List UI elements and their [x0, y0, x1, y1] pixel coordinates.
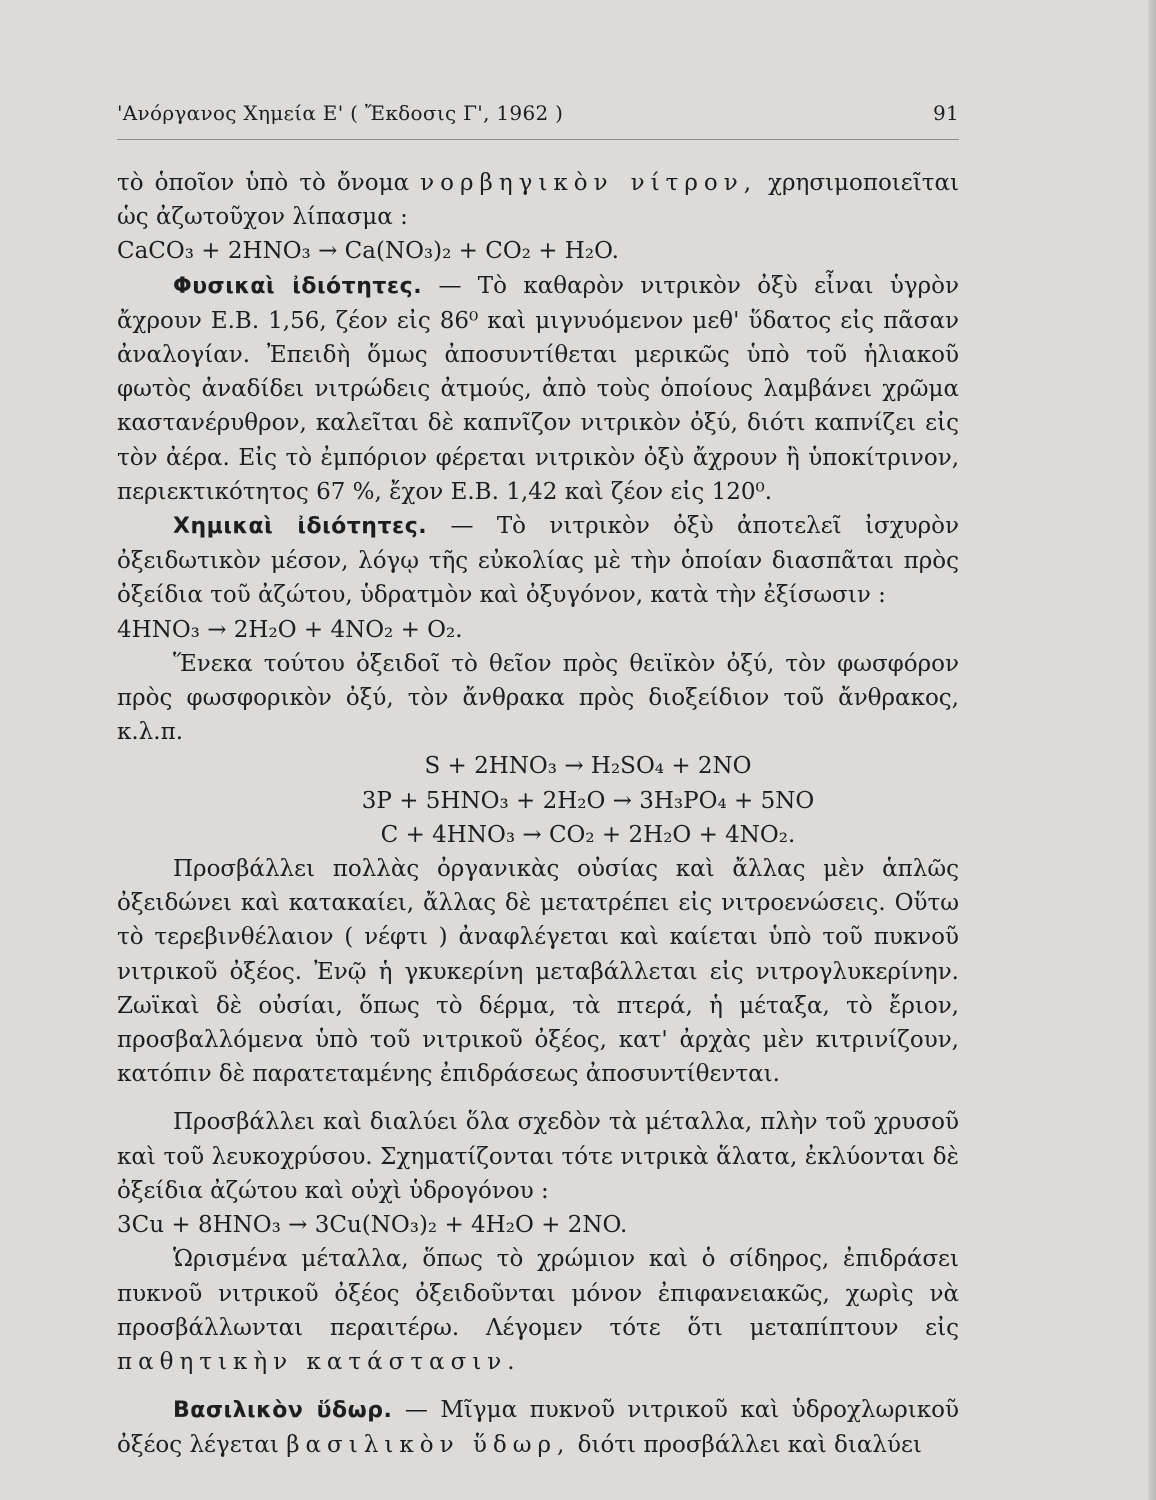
paragraph-passivation	[117, 1242, 959, 1379]
text-segment: Ὡρισμένα μέταλλα, ὅπως τὸ χρώμιον καὶ ὁ σίδηρος, ἐπιδράσει πυκνοῦ νιτρικοῦ ὀξέος ὀξειδοῦνται μόνον ἐπιφανειακῶς, χωρὶς νὰ προσβάλλωνται περαιτέρω. Λέγομεν τότε ὅτι μεταπίπτουν εἰς	[117, 1246, 959, 1341]
equation-3: S + 2HNO₃ → H₂SO₄ + 2NO	[424, 753, 752, 780]
equation-group	[117, 749, 959, 852]
paragraph-organic: Προσβάλλει πολλὰς ὀργανικὰς οὐσίας καὶ ἄλλας μὲν ἁπλῶς ὀξειδώνει καὶ κατακαίει, ἄλλας δὲ μετατρέπει εἰς νιτροενώσεις. Οὕτω τὸ τερεβινθέλαιον ( νέφτι ) ἀναφλέγεται καὶ καίεται ὑπὸ τοῦ πυκνοῦ νιτρικοῦ ὀξέος. Ἐνῷ ἡ γκυκερίνη μεταβάλλεται εἰς νιτρογλυκερίνην. Ζωϊκαὶ δὲ οὐσίαι, ὅπως τὸ δέρμα, τὰ πτερά, ἡ μέταξα, τὸ ἔριον, προσβαλλόμενα ὑπὸ τοῦ νιτρικοῦ ὀξέος, κατ' ἀρχὰς μὲν κιτρινίζουν, κατόπιν δὲ παρατεταμένης ἐπιδράσεως ἀποσυντίθενται.	[117, 856, 959, 1088]
text-segment: — Τὸ νιτρικὸν ὀξὺ ἀποτελεῖ ἰσχυρὸν ὀξειδωτικὸν μέσον, λόγῳ τῆς εὐκολίας μὲ τὴν ὁποίαν διασπᾶται πρὸς ὀξείδια τοῦ ἀζώτου, ὑδρατμὸν καὶ ὀξυγόνον, κατὰ τὴν ἐξίσωσιν :	[117, 513, 959, 609]
text-segment: τὸ ὁποῖον ὑπὸ τὸ ὄνομα	[117, 170, 410, 196]
header-title: 'Ανόργανος Χημεία Ε' ( Ἔκδοσις Γ', 1962 )	[117, 101, 564, 125]
paragraph-intro	[117, 166, 959, 234]
page-number: 91	[932, 101, 959, 125]
spacer	[117, 1091, 959, 1105]
heading-aqua-regia: Βασιλικὸν ὕδωρ.	[173, 1398, 393, 1424]
equation-6: 3Cu + 8HNO₃ → 3Cu(NO₃)₂ + 4H₂O + 2NO.	[117, 1212, 628, 1239]
spaced-term: βασιλικὸν ὕδωρ,	[286, 1432, 571, 1459]
equation-1: CaCO₃ + 2HNO₃ → Ca(NO₃)₂ + CO₂ + H₂O.	[117, 238, 619, 265]
running-header	[117, 101, 959, 125]
equation-2: 4HNO₃ → 2H₂O + 4NO₂ + O₂.	[117, 616, 463, 643]
paragraph-oxidation: Ἕνεκα τούτου ὀξειδοῖ τὸ θεῖον πρὸς θειϊκὸν ὀξύ, τὸν φωσφόρον πρὸς φωσφορικὸν ὀξύ, τὸν ἄνθρακα πρὸς διοξείδιον τοῦ ἄνθρακος, κ.λ.π.	[117, 650, 959, 746]
spaced-term: νορβηγικὸν νίτρον,	[420, 170, 758, 196]
paragraph-metals: Προσβάλλει καὶ διαλύει ὅλα σχεδὸν τὰ μέταλλα, πλὴν τοῦ χρυσοῦ καὶ τοῦ λευκοχρύσου. Σχηματίζονται τότε νιτρικὰ ἅλατα, ἐκλύονται δὲ ὀξείδια ἀζώτου καὶ οὐχὶ ὑδρογόνου :	[117, 1109, 959, 1204]
page-edge-shadow	[1148, 0, 1156, 1500]
heading-chemical-properties: Χημικαὶ ἰδιότητες.	[173, 514, 428, 540]
paragraph-chemical	[117, 509, 959, 613]
equation-5: C + 4HNO₃ → CO₂ + 2H₂O + 4NO₂.	[380, 821, 796, 848]
text-segment: διότι προσβάλλει καὶ διαλύει	[577, 1432, 922, 1459]
header-rule	[117, 139, 959, 140]
text-segment: — Τὸ καθαρὸν νιτρικὸν ὀξὺ εἶναι ὑγρὸν ἄχρουν Ε.Β. 1,56, ζέον εἰς 86⁰ καὶ μιγνυόμενον μεθ' ὕδατος εἰς πᾶσαν ἀναλογίαν. Ἐπειδὴ ὅμως ἀποσυντίθεται μερικῶς ὑπὸ τοῦ ἡλιακοῦ φωτὸς ἀναδίδει νιτρώδεις ἀτμούς, ἀπὸ τοὺς ὁποίους λαμβάνει χρῶμα καστανέρυθρον, καλεῖται δὲ καπνῖζον νιτρικὸν ὀξύ, διότι καπνίζει εἰς τὸν ἀέρα. Εἰς τὸ ἐμπόριον φέρεται νιτρικὸν ὀξὺ ἄχρουν ἢ ὑποκίτρινον, περιεκτικότητος 67 %, ἔχον Ε.Β. 1,42 καὶ ζέον εἰς 120⁰.	[117, 272, 959, 505]
equation-4: 3P + 5HNO₃ + 2H₂O → 3H₃PO₄ + 5NO	[361, 787, 815, 814]
heading-physical-properties: Φυσικαὶ ἰδιότητες.	[173, 273, 423, 299]
paragraph-aqua-regia	[117, 1393, 959, 1462]
paragraph-physical	[117, 269, 959, 509]
page-body	[117, 166, 959, 1463]
spacer	[117, 1379, 959, 1393]
text-segment: — Μῖγμα πυκνοῦ νιτρικοῦ καὶ ὑδροχλωρικοῦ ὀξέος λέγεται	[117, 1397, 959, 1459]
text-segment: χρησιμοποιεῖται ὡς ἀζωτοῦχον λίπασμα :	[117, 170, 960, 231]
spaced-term: παθητικὴν κατάστασιν.	[117, 1348, 521, 1375]
